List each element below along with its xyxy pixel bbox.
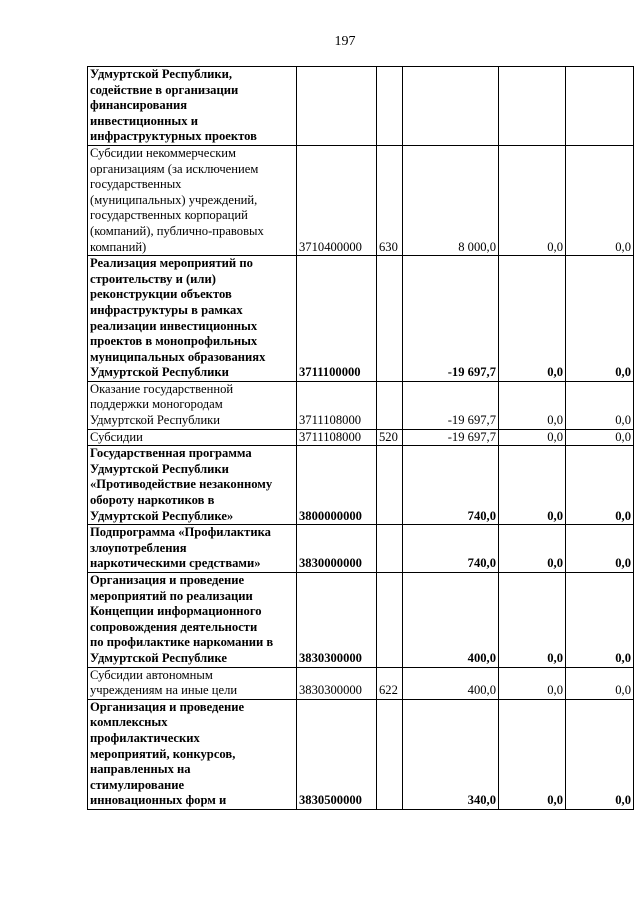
budget-table-body (88, 67, 634, 810)
row-value-1: 740,0 (403, 525, 499, 573)
row-code: 3830300000 (297, 667, 377, 699)
row-expense-type: 622 (377, 667, 403, 699)
row-name: Реализация мероприятий по строительству и (или) реконструкции объектов инфраструктуры в рамках реализации инвестиционных проектов в монопрофильных муниципальных образованиях Удмуртской Республики (88, 256, 297, 382)
table-row (88, 699, 634, 809)
row-code: 3711100000 (297, 256, 377, 382)
row-expense-type: 520 (377, 429, 403, 446)
row-name: Подпрограмма «Профилактика злоупотребления наркотическими средствами» (88, 525, 297, 573)
row-value-1 (403, 67, 499, 146)
row-value-3: 0,0 (566, 381, 634, 429)
row-value-3: 0,0 (566, 699, 634, 809)
row-name: Субсидии автономным учреждениям на иные цели (88, 667, 297, 699)
row-value-1: 400,0 (403, 667, 499, 699)
row-name: Субсидии (88, 429, 297, 446)
row-value-3: 0,0 (566, 525, 634, 573)
row-value-3: 0,0 (566, 446, 634, 525)
row-value-2: 0,0 (499, 381, 566, 429)
table-row (88, 429, 634, 446)
table-row (88, 145, 634, 255)
row-value-1: -19 697,7 (403, 429, 499, 446)
row-expense-type (377, 446, 403, 525)
row-value-2: 0,0 (499, 429, 566, 446)
row-value-2: 0,0 (499, 145, 566, 255)
row-value-2: 0,0 (499, 573, 566, 668)
row-value-3: 0,0 (566, 573, 634, 668)
row-code: 3830300000 (297, 573, 377, 668)
row-value-2: 0,0 (499, 525, 566, 573)
row-value-1: 740,0 (403, 446, 499, 525)
row-name: Организация и проведение мероприятий по реализации Концепции информационного сопровождения деятельности по профилактике наркомании в Удмуртской Республике (88, 573, 297, 668)
row-name: Государственная программа Удмуртской Республики «Противодействие незаконному обороту наркотиков в Удмуртской Республике» (88, 446, 297, 525)
table-row (88, 446, 634, 525)
row-value-3: 0,0 (566, 429, 634, 446)
row-code (297, 67, 377, 146)
row-value-1: 340,0 (403, 699, 499, 809)
table-row (88, 67, 634, 146)
row-value-1: 8 000,0 (403, 145, 499, 255)
row-expense-type (377, 381, 403, 429)
row-value-3: 0,0 (566, 256, 634, 382)
row-value-2: 0,0 (499, 699, 566, 809)
row-code: 3830500000 (297, 699, 377, 809)
row-value-3 (566, 67, 634, 146)
table-row (88, 256, 634, 382)
table-row (88, 381, 634, 429)
row-expense-type (377, 525, 403, 573)
row-expense-type: 630 (377, 145, 403, 255)
row-expense-type (377, 699, 403, 809)
table-row (88, 573, 634, 668)
row-expense-type (377, 256, 403, 382)
row-value-3: 0,0 (566, 145, 634, 255)
row-code: 3711108000 (297, 429, 377, 446)
row-value-1: 400,0 (403, 573, 499, 668)
row-value-2: 0,0 (499, 446, 566, 525)
row-name: Оказание государственной поддержки моногородам Удмуртской Республики (88, 381, 297, 429)
budget-table (87, 66, 634, 810)
row-value-1: -19 697,7 (403, 381, 499, 429)
row-value-2 (499, 67, 566, 146)
row-expense-type (377, 573, 403, 668)
page-number: 197 (334, 34, 356, 49)
row-value-1: -19 697,7 (403, 256, 499, 382)
table-row (88, 667, 634, 699)
row-expense-type (377, 67, 403, 146)
row-code: 3800000000 (297, 446, 377, 525)
row-code: 3710400000 (297, 145, 377, 255)
row-name: Субсидии некоммерческим организациям (за исключением государственных (муниципальных) учреждений, государственных корпораций (компаний), публично-правовых компаний) (88, 145, 297, 255)
row-value-3: 0,0 (566, 667, 634, 699)
row-name: Удмуртской Республики, содействие в организации финансирования инвестиционных и инфраструктурных проектов (88, 67, 297, 146)
row-value-2: 0,0 (499, 256, 566, 382)
table-row (88, 525, 634, 573)
row-value-2: 0,0 (499, 667, 566, 699)
row-code: 3711108000 (297, 381, 377, 429)
row-code: 3830000000 (297, 525, 377, 573)
row-name: Организация и проведение комплексных профилактических мероприятий, конкурсов, направленных на стимулирование инновационных форм и (88, 699, 297, 809)
